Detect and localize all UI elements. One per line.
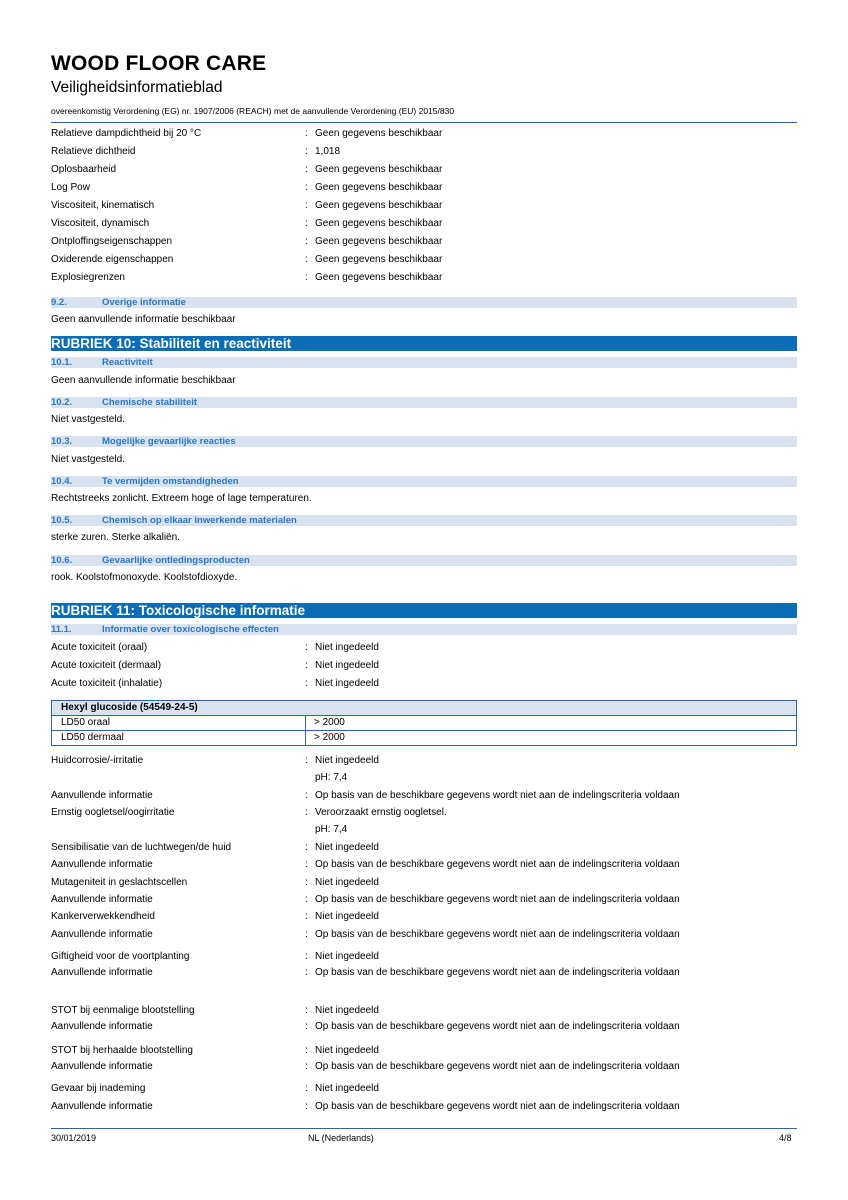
subsection-text: Niet vastgesteld. — [51, 454, 125, 465]
substance-table — [51, 700, 797, 746]
subsection-header-10-5: 10.5. Chemisch op elkaar inwerkende materialen — [51, 515, 797, 526]
footer-page-number: 4/8 — [779, 1133, 792, 1143]
subsection-text: Geen aanvullende informatie beschikbaar — [51, 314, 236, 325]
subsection-header-10-2: 10.2. Chemische stabiliteit — [51, 397, 797, 408]
subsection-header-9-2: 9.2. Overige informatie — [51, 297, 797, 308]
document-subtitle: Veiligheidsinformatieblad — [51, 79, 223, 96]
subsection-text: sterke zuren. Sterke alkaliën. — [51, 532, 180, 543]
footer-divider — [51, 1128, 797, 1129]
table-row: LD50 oraal > 2000 — [61, 717, 345, 728]
subsection-text: Geen aanvullende informatie beschikbaar — [51, 375, 236, 386]
substance-table-header: Hexyl glucoside (54549-24-5) — [52, 701, 796, 716]
section-header-rubriek-10: RUBRIEK 10: Stabiliteit en reactiviteit — [51, 336, 797, 351]
section-header-rubriek-11: RUBRIEK 11: Toxicologische informatie — [51, 603, 797, 618]
footer-language: NL (Nederlands) — [308, 1133, 374, 1143]
subsection-header-10-3: 10.3. Mogelijke gevaarlijke reacties — [51, 436, 797, 447]
subsection-header-11-1: 11.1. Informatie over toxicologische effecten — [51, 624, 797, 635]
regulation-line: overeenkomstig Verordening (EG) nr. 1907/2006 (REACH) met de aanvullende Verordening (EU) 2015/830 — [51, 106, 455, 116]
document-title: WOOD FLOOR CARE — [51, 52, 267, 75]
subsection-text: Niet vastgesteld. — [51, 414, 125, 425]
subsection-text: Rechtstreeks zonlicht. Extreem hoge of lage temperaturen. — [51, 493, 312, 504]
subsection-text: rook. Koolstofmonoxyde. Koolstofdioxyde. — [51, 572, 238, 583]
footer-date: 30/01/2019 — [51, 1133, 97, 1143]
subsection-header-10-4: 10.4. Te vermijden omstandigheden — [51, 476, 797, 487]
table-row: LD50 dermaal > 2000 — [52, 730, 796, 745]
header-divider — [51, 122, 797, 123]
subsection-header-10-6: 10.6. Gevaarlijke ontledingsproducten — [51, 555, 797, 566]
subsection-header-10-1: 10.1. Reactiviteit — [51, 357, 797, 368]
